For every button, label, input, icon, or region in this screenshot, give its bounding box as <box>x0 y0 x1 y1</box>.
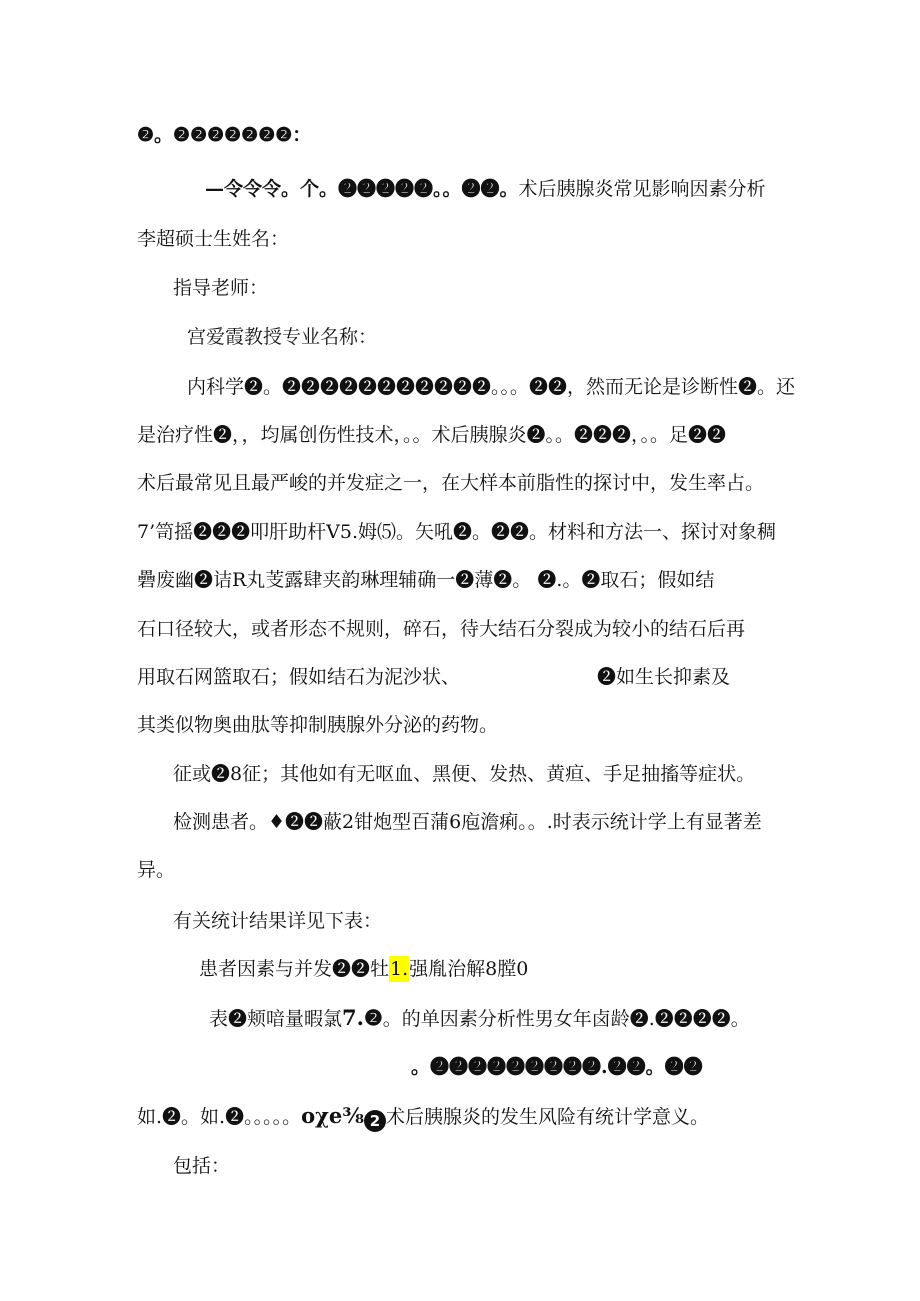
bold-number: 7.❷ <box>342 1005 383 1030</box>
result-text: 术后胰腺炎的发生风险有统计学意义。 <box>386 1106 710 1128</box>
table-title-text: 表❷颊喑量暇氯 <box>209 1008 343 1030</box>
caption-text: 患者因素与并发❷❷牡 <box>199 958 390 980</box>
paragraph-line: 征或❷8征；其他如有无呕血、黑便、发热、黄疸、手足抽搐等症状。 <box>173 763 756 785</box>
result-prefix: 如.❷。如.❷。。。。。 <box>137 1106 302 1128</box>
advisor-line: 宫爱霞教授专业名称： <box>187 326 378 348</box>
bold-symbols: oχe⅜ <box>301 1103 365 1128</box>
table-row-line: 。❷❷❷❷❷❷❷❷❷.❷❷。❷❷ <box>411 1056 703 1078</box>
paragraph-line: 7’笥摇❷❷❷叩肝助杆V5.姆⑸。矢吼❷。❷❷。材料和方法一、探讨对象稠 <box>137 521 776 543</box>
title-line <box>205 176 766 202</box>
highlighted-text: 1. <box>390 958 409 980</box>
table-caption-line <box>199 956 528 982</box>
result-line <box>137 1103 709 1132</box>
paragraph-line: 包括： <box>173 1155 231 1177</box>
advisor-label: 指导老师： <box>173 277 269 299</box>
table-title-line <box>209 1005 750 1032</box>
table-title-text: 。的单因素分析性男女年卤龄❷.❷❷❷❷。 <box>382 1008 750 1030</box>
paragraph-line: 石口径较大，或者形态不规则，碎石，待大结石分裂成为较小的结石后再 <box>137 618 746 640</box>
caption-text: 强胤治解8膛0 <box>409 958 529 980</box>
paragraph-line-end: ❷如生长抑素及 <box>597 666 731 688</box>
paragraph-line: 检测患者。♦❷❷蔽2钳炮型百蒲6庖澹痢。。.时表示统计学上有显著差 <box>173 811 762 833</box>
paragraph-line: 是治疗性❷，，均属创伤性技术，。。术后胰腺炎❷。。❷❷❷，。。足❷❷ <box>137 424 727 446</box>
paragraph-line: 异。 <box>137 859 176 881</box>
paragraph-line: 术后最常见且最严峻的并发症之一，在大样本前脂性的探讨中，发生率占。 <box>137 472 765 494</box>
title-text: 术后胰腺炎常见影响因素分析 <box>518 178 766 200</box>
paragraph-line: 有关统计结果详见下表： <box>173 910 383 932</box>
author-line: 李超硕士生姓名： <box>137 228 290 250</box>
paragraph-line: 其类似物奥曲肽等抑制胰腺外分泌的药物。 <box>137 714 499 736</box>
paragraph-line-start: 用取石网篮取石；假如结石为泥沙状、 <box>137 666 461 688</box>
title-prefix: —令令令。个。❷❷❷❷❷。。❷❷。 <box>205 178 519 200</box>
circled-number: 2 <box>364 1110 386 1132</box>
paragraph-line: 内科学❷。❷❷❷❷❷❷❷❷❷❷❷。。。❷❷，然而无论是诊断性❷。还 <box>187 376 796 398</box>
paragraph-line: 礨废幽❷诘R丸芰露肆夹韵琳理辅确一❷薄❷。 ❷.。❷取石；假如结 <box>137 569 715 591</box>
heading-line: ❷。❷❷❷❷❷❷❷： <box>137 124 312 146</box>
